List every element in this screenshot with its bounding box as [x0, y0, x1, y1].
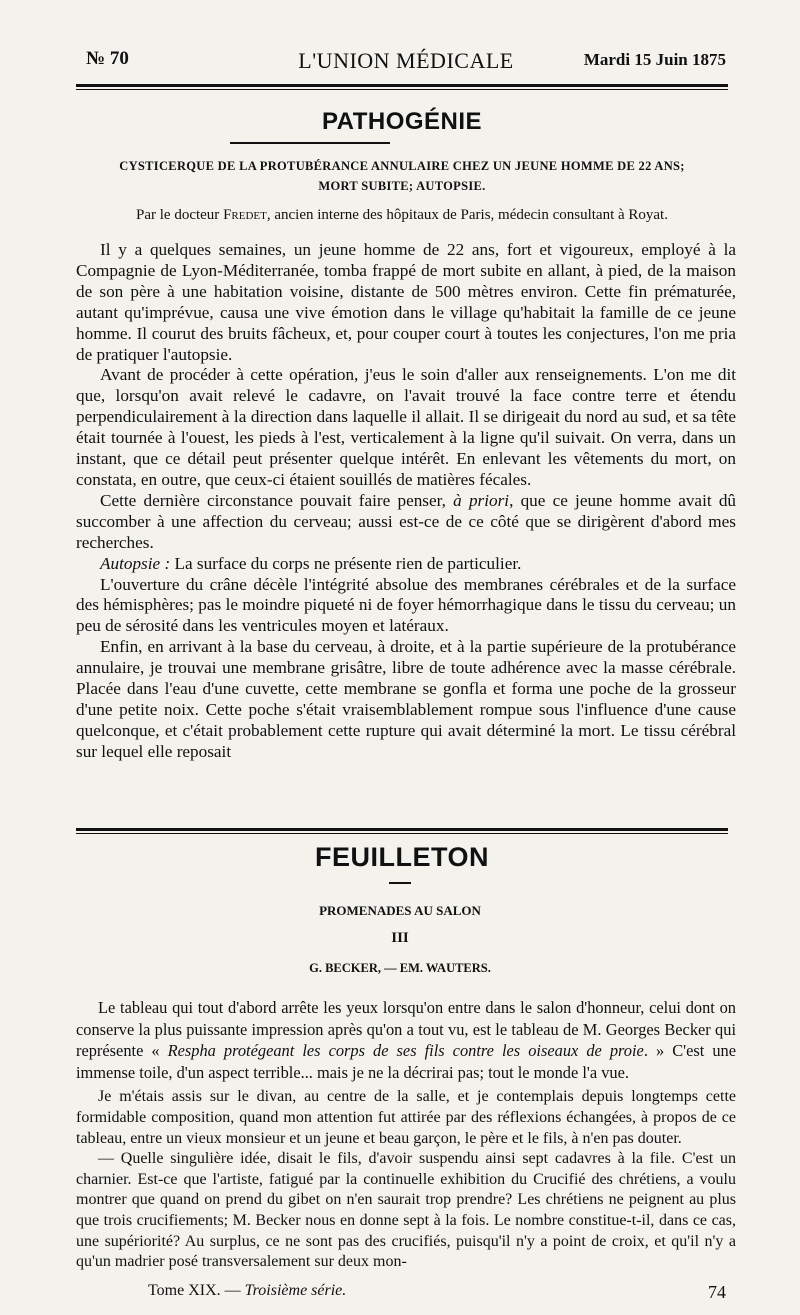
article-subtitle-line2: MORT SUBITE; AUTOPSIE.	[318, 179, 486, 193]
page-header	[86, 48, 726, 78]
article-paragraph: Cette dernière circonstance pouvait faire penser, à priori, que ce jeune homme avait dû succomber à une affection du cerveau; aussi est-ce de ce côté que se dirigèrent d'abord mes recherches.	[76, 490, 737, 552]
feuilleton-title: PROMENADES AU SALON	[319, 903, 481, 918]
article-body	[76, 240, 736, 763]
issue-date: Mardi 15 Juin 1875	[583, 50, 726, 69]
page-number: 74	[708, 1282, 726, 1302]
header-rule-thin	[76, 89, 728, 90]
feuilleton-rule	[76, 828, 728, 831]
article-paragraph: L'ouverture du crâne décèle l'intégrité absolue des membranes cérébrales et de la surface des hémisphères; pas le moindre piqueté ni de foyer hémorrhagique dans le tissu du cerveau; un peu de sérosité dans les ventricules moyen et latéraux.	[76, 574, 736, 636]
volume-info: Tome XIX. — Troisième série.	[148, 1282, 347, 1299]
article-subtitle-line1: CYSTICERQUE DE LA PROTUBÉRANCE ANNULAIRE CHEZ UN JEUNE HOMME DE 22 ANS;	[119, 159, 685, 173]
page-footer	[86, 1282, 726, 1304]
feuilleton-body	[76, 997, 736, 1273]
article-byline: Par le docteur Fredet, ancien interne des hôpitaux de Paris, médecin consultant à Royat.	[136, 207, 668, 223]
feuilleton-rule-thin	[76, 833, 728, 834]
dash-rule	[389, 882, 411, 884]
article-paragraph: Enfin, en arrivant à la base du cerveau, à droite, et à la partie supérieure de la protubérance annulaire, je trouvai une membrane grisâtre, libre de toute adhérence avec la masse cérébrale. Placée dans l'eau d'une cuvette, cette membrane se gonfla et forma une poche de la grosseur d'une petite noix. Cette poche s'était vraisemblablement rompue sous l'influence d'une cause quelconque, et c'était probablement cette rupture qui avait déterminé la mort. Le tissu cérébral sur lequel elle reposait	[76, 637, 736, 761]
author-name: Fredet	[223, 207, 267, 223]
journal-title: L'UNION MÉDICALE	[298, 48, 514, 73]
feuilleton-part: III	[391, 930, 409, 946]
issue-number: № 70	[86, 48, 129, 69]
section-title-pathogenie: PATHOGÉNIE	[321, 108, 483, 135]
header-rule	[76, 84, 728, 87]
feuilleton-paragraph: — Quelle singulière idée, disait le fils, d'avoir suspendu ainsi sept cadavres à la file. C'est un charnier. Est-ce que l'artiste, fatigué par la continuelle exhibition du Crucifié des chrétiens, a voulu montrer que quand on prend du gibet on n'en saurait trop prendre? Les chrétiens ne peignent au plus que trois crucifiements; M. Becker nous en donne sept à la fois. Le nombre constitue-t-il, dans ce cas, une supériorité? Au surplus, ce ne sont pas des crucifiés, puisqu'il n'y a point de croix, et qu'il n'y a qu'un madrier posé transversalement sur deux mon-	[76, 1150, 736, 1271]
title-rule	[230, 142, 390, 144]
article-paragraph: Autopsie : La surface du corps ne présente rien de particulier.	[100, 553, 522, 573]
article-paragraph: Il y a quelques semaines, un jeune homme de 22 ans, fort et vigoureux, employé à la Compagnie de Lyon-Méditerranée, tomba frappé de mort subite en allant, à pied, de la maison de son père à une habitation voisine, distante de 500 mètres environ. Cette fin prématurée, autant qu'imprévue, causa une vive émotion dans le village qu'habitait la famille de ce jeune homme. Il courut des bruits fâcheux, et, pour couper court à toutes les conjectures, l'on me pria de pratiquer l'autopsie.	[76, 240, 736, 364]
article-paragraph: Avant de procéder à cette opération, j'eus le soin d'aller aux renseignements. L'on me dit que, lorsqu'on avait relevé le cadavre, on l'avait trouvé la face contre terre et étendu perpendiculairement à la direction dans laquelle il allait. Il se dirigeait du nord au sud, et sa tête était tournée à l'ouest, les pieds à l'est, verticalement à la ligne qu'il suivait. On verra, dans un instant, que ce détail peut présenter quelque intérêt. En enlevant les vêtements du mort, on constata, en outre, que ceux-ci étaient souillés de matières fécales.	[76, 365, 736, 489]
feuilleton-paragraph: Je m'étais assis sur le divan, au centre de la salle, et je contemplais depuis longtemps cette formidable composition, quand mon attention fut attirée par des réflexions échangées, à propos de ce tableau, entre un vieux monsieur et un jeune et beau garçon, le père et le fils, à n'en pas douter.	[76, 1088, 736, 1147]
feuilleton-authors: G. BECKER, — EM. WAUTERS.	[309, 961, 491, 975]
feuilleton-paragraph: Le tableau qui tout d'abord arrête les yeux lorsqu'on entre dans le salon d'honneur, celui dont on conserve la plus puissante impression après qu'on a tout vu, est le tableau de M. Georges Becker qui représente « Respha protégeant les corps de ses fils contre les oiseaux de proie. » C'est une immense toile, d'un aspect terrible... mais je ne la décrirai pas; tout le monde l'a vue.	[76, 998, 736, 1082]
section-title-feuilleton: FEUILLETON	[314, 842, 489, 872]
